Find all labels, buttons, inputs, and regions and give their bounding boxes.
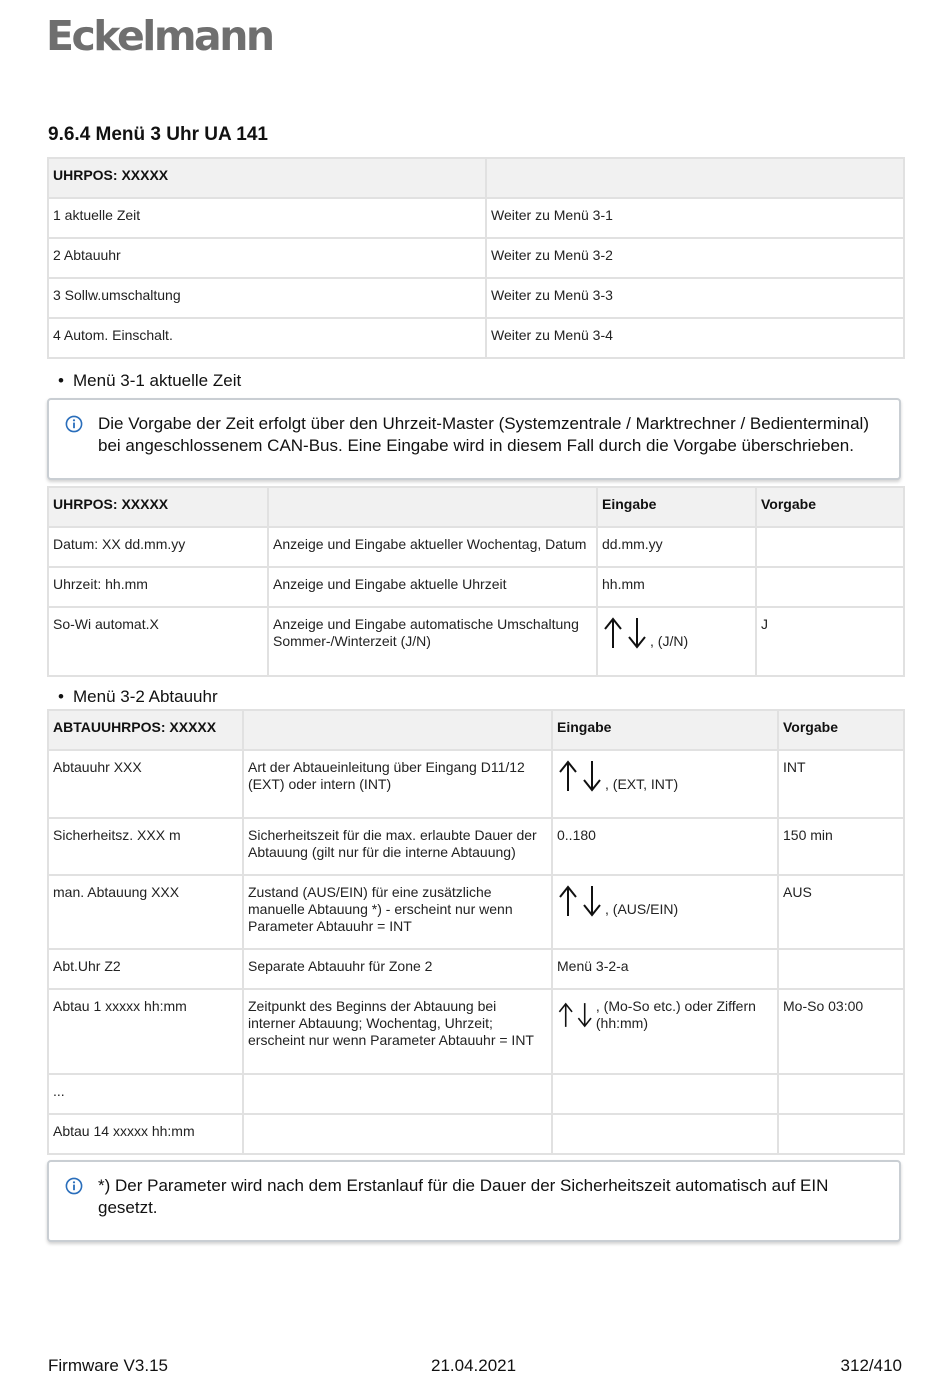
- table-cell: Weiter zu Menü 3-4: [486, 318, 904, 358]
- table-header-cell: [486, 158, 904, 198]
- table-cell: hh.mm: [597, 567, 756, 607]
- table-cell: Anzeige und Eingabe automatische Umschaltung Sommer-/Winterzeit (J/N): [268, 607, 597, 676]
- table-header-cell: Vorgabe: [756, 487, 904, 527]
- table-cell: [552, 1074, 778, 1114]
- table-cell: Anzeige und Eingabe aktuelle Uhrzeit: [268, 567, 597, 607]
- menu-3-1-table: [47, 486, 905, 677]
- arrow-input-suffix: , (J/N): [650, 633, 689, 649]
- table-row: [48, 527, 904, 567]
- table-cell: Sicherheitsz. XXX m: [48, 818, 243, 875]
- info-icon: [65, 415, 83, 433]
- table-cell: 2 Abtauuhr: [48, 238, 486, 278]
- table-row: [48, 318, 904, 358]
- table-row: [48, 278, 904, 318]
- info-note: [47, 1160, 901, 1242]
- info-note-text: Die Vorgabe der Zeit erfolgt über den Uhrzeit-Master (Systemzentrale / Marktrechner / Bedienterminal) bei angeschlossenem CAN-Bus. Eine Eingabe wird in diesem Fall durch die Vorgabe überschrieben.: [98, 414, 869, 455]
- arrow-input: [557, 998, 773, 1032]
- table-cell: Abtauuhr XXX: [48, 750, 243, 818]
- footer-date: 21.04.2021: [431, 1356, 517, 1375]
- table-cell: Separate Abtauuhr für Zone 2: [243, 949, 552, 989]
- info-note-text: *) Der Parameter wird nach dem Erstanlauf für die Dauer der Sicherheitszeit automatisch auf EIN gesetzt.: [98, 1176, 829, 1217]
- bullet-text: Menü 3-2 Abtauuhr: [73, 687, 218, 706]
- table-cell: [597, 607, 756, 676]
- table-header-cell: [243, 710, 552, 750]
- arrow-down-icon: [576, 998, 593, 1032]
- table-cell: Art der Abtaueinleitung über Eingang D11/12 (EXT) oder intern (INT): [243, 750, 552, 818]
- table-row: [48, 818, 904, 875]
- arrow-up-icon: [602, 616, 624, 650]
- table-row: [48, 1114, 904, 1154]
- table-cell: 4 Autom. Einschalt.: [48, 318, 486, 358]
- table-cell: INT: [778, 750, 904, 818]
- table-cell: Abtau 1 xxxxx hh:mm: [48, 989, 243, 1074]
- table-cell: dd.mm.yy: [597, 527, 756, 567]
- bullet-text: Menü 3-1 aktuelle Zeit: [73, 371, 242, 390]
- footer-page-number: 312/410: [840, 1356, 902, 1375]
- table-cell: Zeitpunkt des Beginns der Abtauung bei interner Abtauung; Wochentag, Uhrzeit; erscheint nur wenn Parameter Abtauuhr = INT: [243, 989, 552, 1074]
- table-cell: [552, 1114, 778, 1154]
- table-cell: [778, 1074, 904, 1114]
- table-header-cell: ABTAUUHRPOS: XXXXX: [48, 710, 243, 750]
- arrow-input-suffix: , (AUS/EIN): [605, 901, 679, 917]
- table-cell: 1 aktuelle Zeit: [48, 198, 486, 238]
- table-cell: Menü 3-2-a: [552, 949, 778, 989]
- table-cell: AUS: [778, 875, 904, 949]
- brand-logo: Eckelmann: [46, 12, 273, 60]
- table-cell: Weiter zu Menü 3-1: [486, 198, 904, 238]
- table-row: [48, 567, 904, 607]
- arrow-up-icon: [557, 759, 579, 793]
- table-cell: [552, 989, 778, 1074]
- table-cell: [756, 527, 904, 567]
- table-header-row: [48, 158, 904, 198]
- table-cell: Uhrzeit: hh.mm: [48, 567, 268, 607]
- bullet-item: [58, 371, 241, 391]
- info-icon: [65, 1177, 83, 1195]
- table-cell: So-Wi automat.X: [48, 607, 268, 676]
- table-row: [48, 198, 904, 238]
- table-row: [48, 238, 904, 278]
- table-cell: man. Abtauung XXX: [48, 875, 243, 949]
- table-header-cell: UHRPOS: XXXXX: [48, 158, 486, 198]
- table-cell: [778, 1114, 904, 1154]
- table-row: [48, 949, 904, 989]
- table-row: [48, 750, 904, 818]
- table-cell: 3 Sollw.umschaltung: [48, 278, 486, 318]
- arrow-input: [557, 759, 684, 793]
- arrow-down-icon: [626, 616, 648, 650]
- table-row: [48, 989, 904, 1074]
- table-row: [48, 875, 904, 949]
- arrow-input: [602, 616, 694, 650]
- table-cell: [243, 1114, 552, 1154]
- table-header-row: [48, 710, 904, 750]
- bullet-item: [58, 687, 218, 707]
- table-cell: Weiter zu Menü 3-2: [486, 238, 904, 278]
- table-row: [48, 1074, 904, 1114]
- bullet-dot: •: [58, 687, 64, 706]
- arrow-up-icon: [557, 998, 574, 1032]
- table-header-cell: Eingabe: [597, 487, 756, 527]
- section-title: 9.6.4 Menü 3 Uhr UA 141: [48, 124, 268, 145]
- info-note: [47, 398, 901, 480]
- table-header-cell: [268, 487, 597, 527]
- table-header-cell: UHRPOS: XXXXX: [48, 487, 268, 527]
- table-cell: 0..180: [552, 818, 778, 875]
- table-cell: 150 min: [778, 818, 904, 875]
- table-header-cell: Vorgabe: [778, 710, 904, 750]
- table-cell: J: [756, 607, 904, 676]
- arrow-down-icon: [581, 884, 603, 918]
- menu-3-2-table: [47, 709, 905, 1155]
- table-header-cell: Eingabe: [552, 710, 778, 750]
- arrow-input-suffix: , (EXT, INT): [605, 776, 679, 792]
- table-cell: ...: [48, 1074, 243, 1114]
- arrow-input-suffix: , (Mo-So etc.) oder Ziffern (hh:mm): [595, 998, 756, 1031]
- table-cell: Abtau 14 xxxxx hh:mm: [48, 1114, 243, 1154]
- table-cell: Abt.Uhr Z2: [48, 949, 243, 989]
- menu-table: [47, 157, 905, 359]
- arrow-down-icon: [581, 759, 603, 793]
- table-header-row: [48, 487, 904, 527]
- arrow-up-icon: [557, 884, 579, 918]
- table-cell: Datum: XX dd.mm.yy: [48, 527, 268, 567]
- table-cell: [756, 567, 904, 607]
- arrow-input: [557, 884, 684, 918]
- table-cell: Zustand (AUS/EIN) für eine zusätzliche manuelle Abtauung *) - erscheint nur wenn Parameter Abtauuhr = INT: [243, 875, 552, 949]
- bullet-dot: •: [58, 371, 64, 390]
- table-cell: Sicherheitszeit für die max. erlaubte Dauer der Abtauung (gilt nur für die interne Abtauung): [243, 818, 552, 875]
- table-cell: Weiter zu Menü 3-3: [486, 278, 904, 318]
- table-cell: Mo-So 03:00: [778, 989, 904, 1074]
- footer-firmware: Firmware V3.15: [48, 1356, 168, 1375]
- table-cell: Anzeige und Eingabe aktueller Wochentag, Datum: [268, 527, 597, 567]
- table-cell: [778, 949, 904, 989]
- table-row: [48, 607, 904, 676]
- table-cell: [552, 875, 778, 949]
- table-cell: [552, 750, 778, 818]
- table-cell: [243, 1074, 552, 1114]
